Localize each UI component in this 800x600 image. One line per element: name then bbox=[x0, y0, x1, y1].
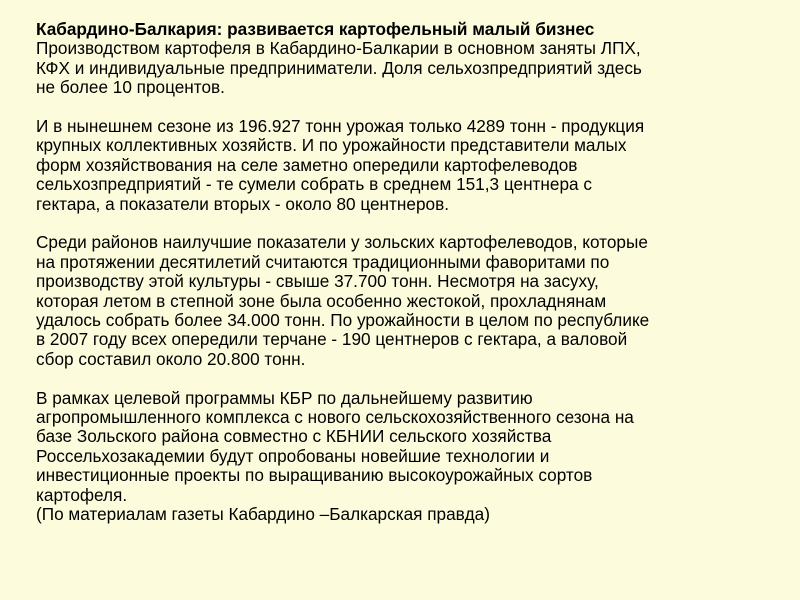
paragraph-spacer bbox=[36, 369, 786, 388]
article-title: Кабардино-Балкария: развивается картофельный малый бизнес bbox=[36, 19, 595, 39]
text-line: Среди районов наилучшие показатели у зольских картофелеводов, которые bbox=[36, 232, 648, 253]
text-line: сельхозпредприятий - те сумели собрать в среднем 151,3 центнера с bbox=[36, 174, 592, 195]
text-line: не более 10 процентов. bbox=[36, 77, 225, 98]
text-line: картофеля. bbox=[36, 484, 128, 505]
paragraph-2 bbox=[36, 117, 786, 214]
text-line: форм хозяйствования на селе заметно опередили картофелеводов bbox=[36, 154, 578, 175]
text-line: Производством картофеля в Кабардино-Балкарии в основном заняты ЛПХ, bbox=[36, 38, 641, 59]
text-line: производству этой культуры - свыше 37.700 тонн. Несмотря на засуху, bbox=[36, 271, 599, 292]
article-text bbox=[36, 20, 786, 525]
paragraph-spacer bbox=[36, 98, 786, 117]
text-line: КФХ и индивидуальные предприниматели. Доля сельхозпредприятий здесь bbox=[36, 57, 642, 78]
text-line: сбор составил около 20.800 тонн. bbox=[36, 348, 306, 369]
text-line: базе Зольского района совместно с КБНИИ сельского хозяйства bbox=[36, 426, 552, 447]
text-line: инвестиционные проекты по выращиванию высокоурожайных сортов bbox=[36, 465, 593, 486]
text-line: крупных коллективных хозяйств. И по урожайности представители малых bbox=[36, 135, 627, 156]
paragraph-4 bbox=[36, 389, 786, 525]
text-line: гектара, а показатели вторых - около 80 центнеров. bbox=[36, 193, 449, 214]
paragraph-1 bbox=[36, 39, 786, 97]
text-line: В рамках целевой программы КБР по дальнейшему развитию bbox=[36, 387, 533, 408]
source-citation: (По материалам газеты Кабардино –Балкарская правда) bbox=[36, 504, 490, 525]
text-line: которая летом в степной зоне была особенно жестокой, прохладнянам bbox=[36, 290, 607, 311]
text-line: агропромышленного комплекса с нового сельскохозяйственного сезона на bbox=[36, 407, 634, 428]
text-line: на протяжении десятилетий считаются традиционными фаворитами по bbox=[36, 251, 610, 272]
text-line: И в нынешнем сезоне из 196.927 тонн урожая только 4289 тонн - продукция bbox=[36, 116, 645, 137]
text-line: удалось собрать более 34.000 тонн. По урожайности в целом по республике bbox=[36, 310, 650, 331]
paragraph-3 bbox=[36, 233, 786, 369]
paragraph-spacer bbox=[36, 214, 786, 233]
text-line: в 2007 году всех опередили терчане - 190 центнеров с гектара, а валовой bbox=[36, 329, 628, 350]
text-line: Россельхозакадемии будут опробованы новейшие технологии и bbox=[36, 445, 550, 466]
